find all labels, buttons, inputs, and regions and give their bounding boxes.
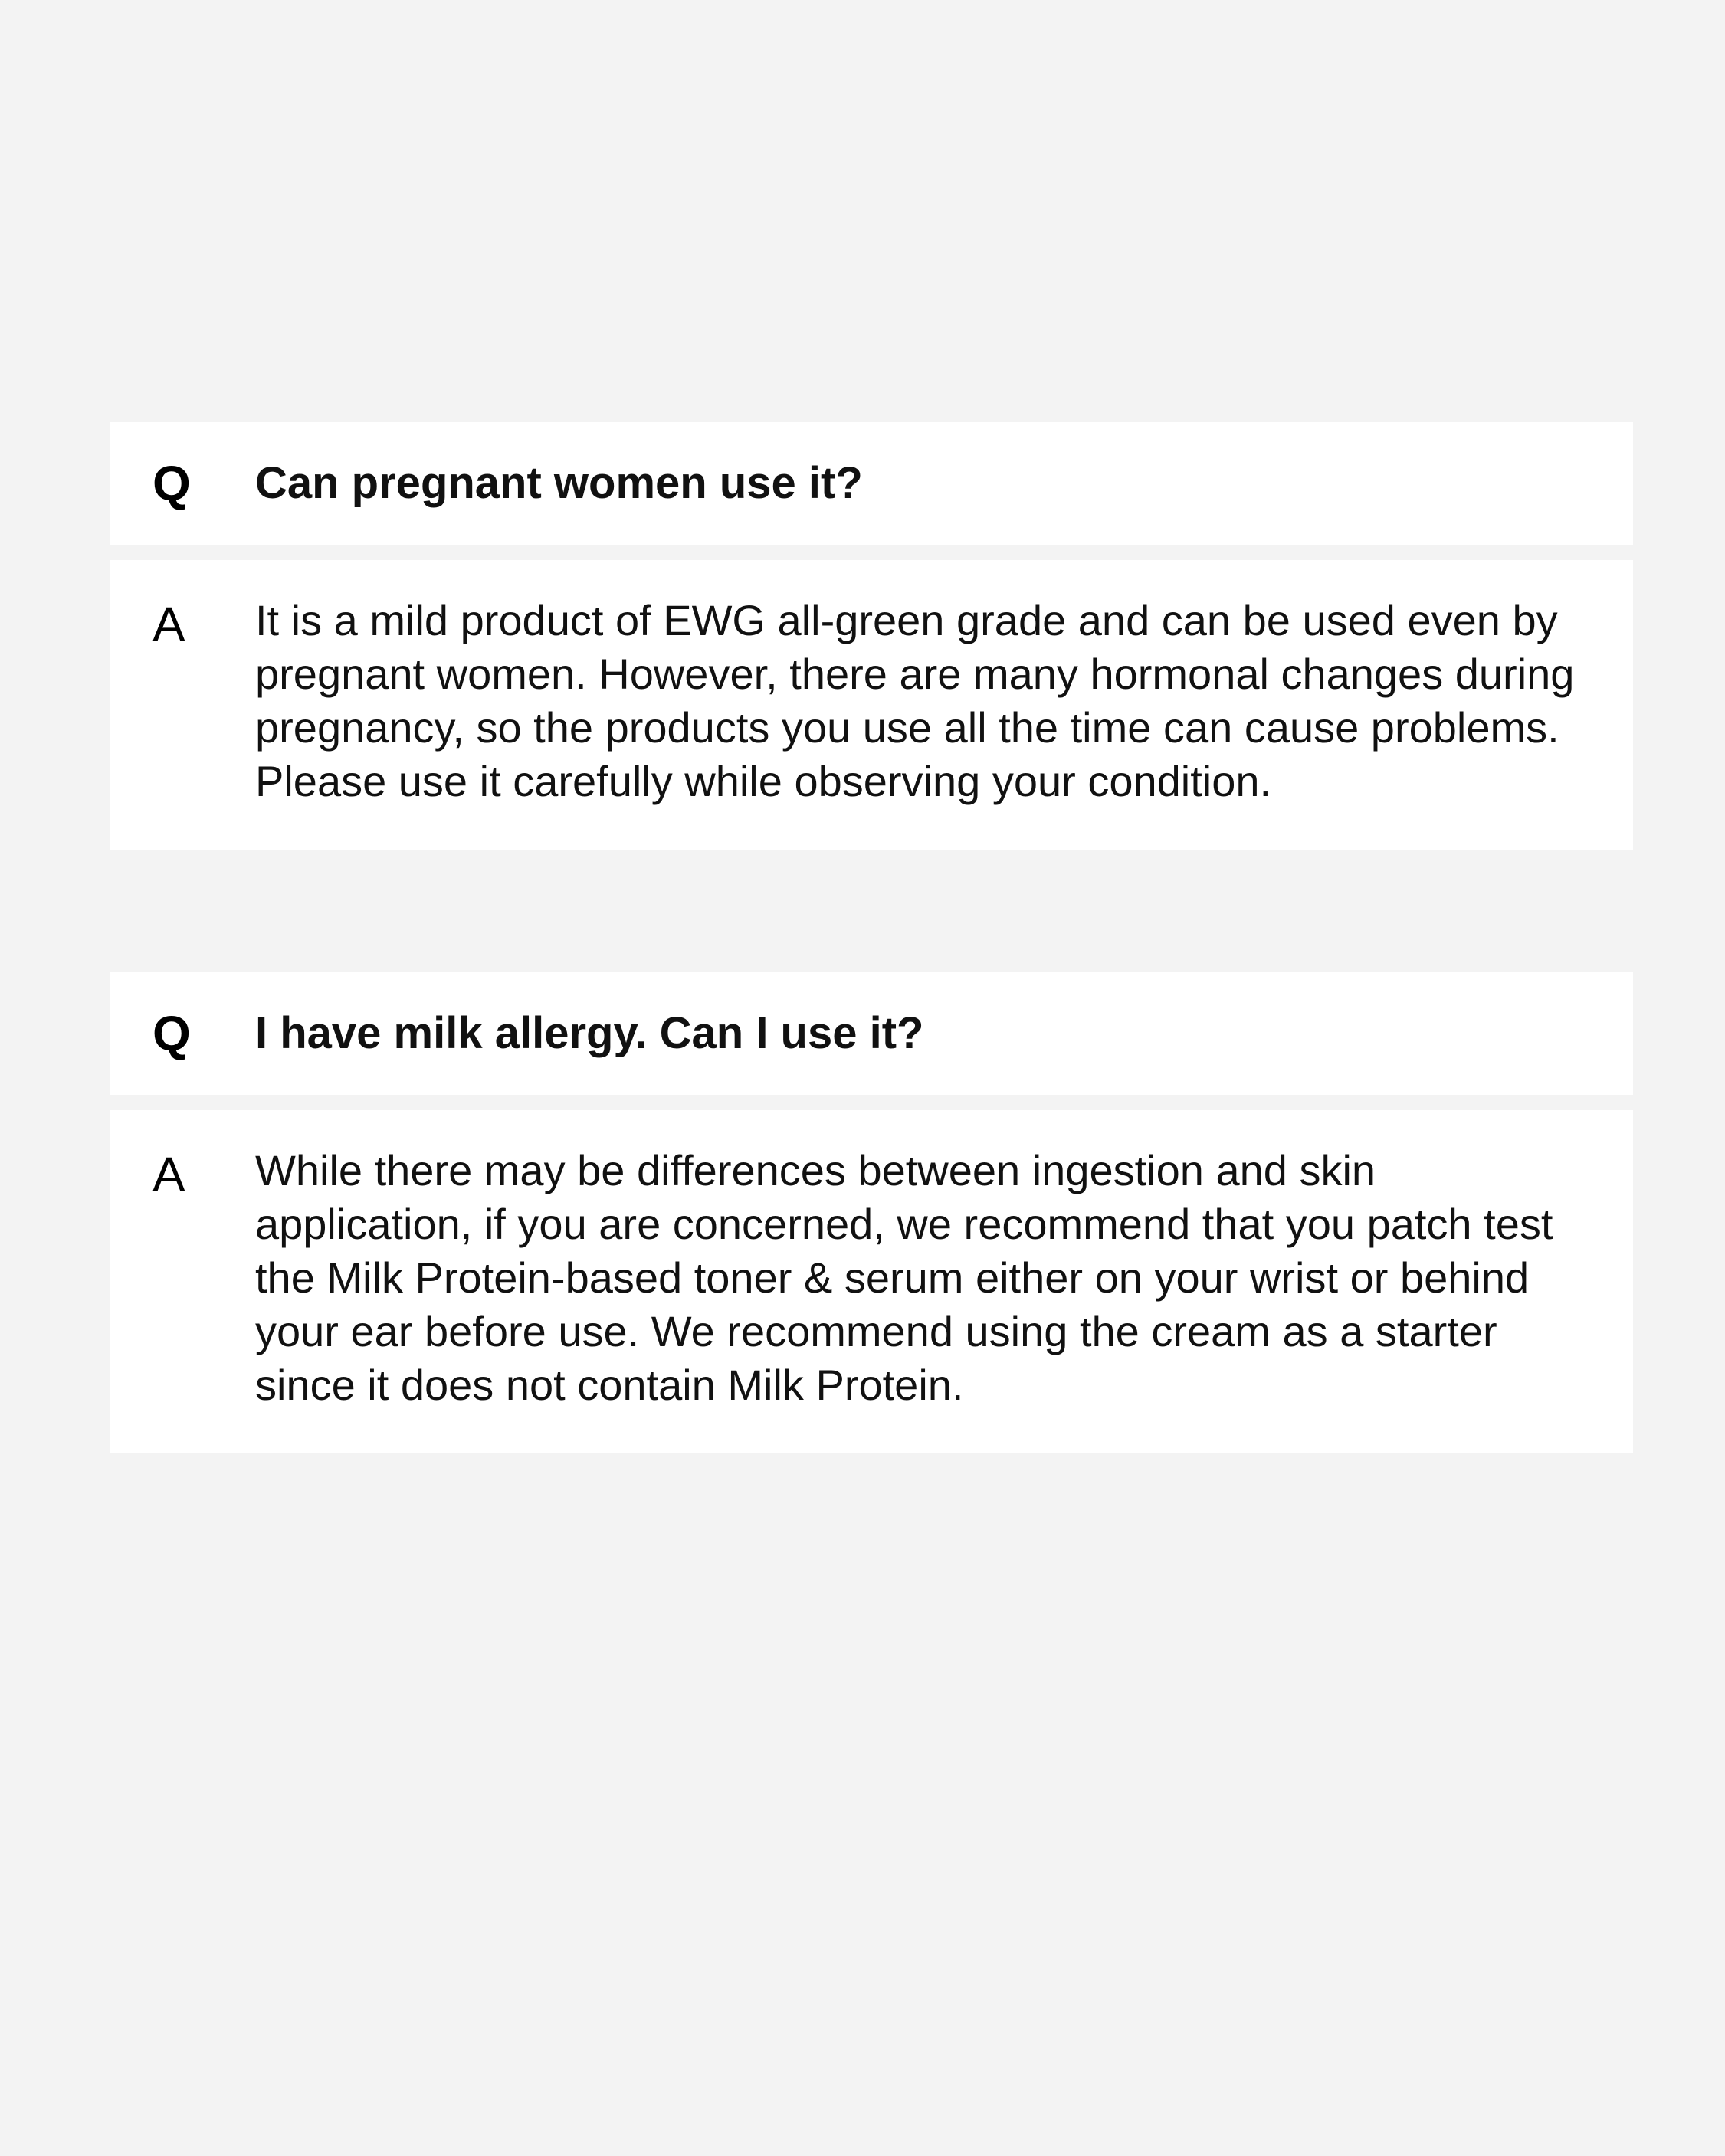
faq-list: [110, 422, 1633, 1576]
question-text: I have milk allergy. Can I use it?: [255, 1008, 924, 1059]
question-text: Can pregnant women use it?: [255, 458, 863, 509]
question-marker: Q: [152, 456, 191, 511]
answer-marker: A: [152, 597, 185, 652]
answer-text: While there may be differences between ingestion and skin application, if you are concerned, we recommend that you patch test the Milk Protein-based toner & serum either on your wrist or behind your ear before use. We recommend using the cream as a starter since it does not contain Milk Protein.: [255, 1146, 1553, 1409]
question-box: [110, 422, 1633, 545]
question-box: [110, 972, 1633, 1095]
question-marker: Q: [152, 1006, 191, 1061]
answer-marker: A: [152, 1147, 185, 1202]
faq-item: [110, 972, 1633, 1453]
faq-item: [110, 422, 1633, 850]
answer-box: [110, 560, 1633, 850]
answer-text: It is a mild product of EWG all-green grade and can be used even by pregnant women. However, there are many hormonal changes during pregnancy, so the products you use all the time can cause problems. Please use it carefully while observing your condition.: [255, 596, 1575, 805]
answer-box: [110, 1110, 1633, 1453]
